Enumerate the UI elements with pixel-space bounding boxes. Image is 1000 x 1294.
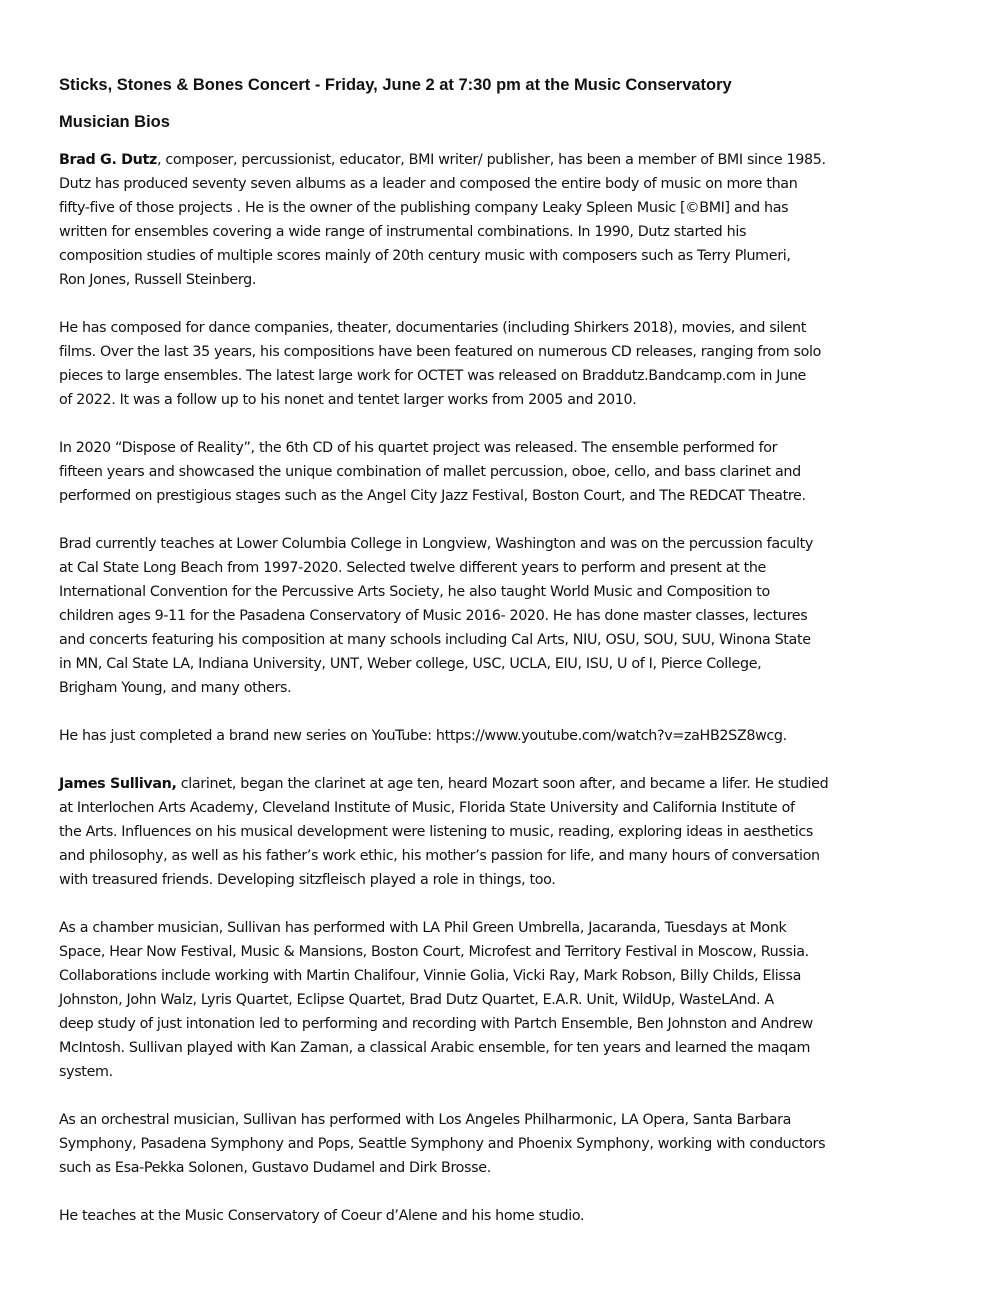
- text-line: [59, 460, 949, 484]
- text-line: [59, 868, 949, 892]
- text-line: [59, 844, 949, 868]
- text-line: [59, 1036, 949, 1060]
- text-line: [59, 580, 949, 604]
- text-line: [59, 1156, 949, 1180]
- text-line: [59, 364, 949, 388]
- text-line: [59, 340, 949, 364]
- bio-paragraph: [59, 148, 949, 292]
- line-text: Symphony, Pasadena Symphony and Pops, Seattle Symphony and Phoenix Symphony, working with conductors: [59, 1136, 826, 1152]
- line-text: composition studies of multiple scores mainly of 20th century music with composers such as Terry Plumeri,: [59, 248, 791, 264]
- bio-paragraph: [59, 316, 949, 412]
- line-text: In 2020 “Dispose of Reality”, the 6th CD of his quartet project was released. The ensemble performed for: [59, 440, 778, 456]
- line-text: deep study of just intonation led to performing and recording with Partch Ensemble, Ben Johnston and Andrew: [59, 1016, 813, 1032]
- musician-name: Brad G. Dutz: [59, 152, 157, 168]
- line-text: , composer, percussionist, educator, BMI writer/ publisher, has been a member of BMI since 1985.: [156, 152, 826, 168]
- bio-paragraph: [59, 436, 949, 508]
- line-text: Collaborations include working with Martin Chalifour, Vinnie Golia, Vicki Ray, Mark Robson, Billy Childs, Elissa: [59, 968, 802, 984]
- text-line: [59, 940, 949, 964]
- line-text: at Cal State Long Beach from 1997-2020. Selected twelve different years to perform and present at the: [59, 560, 767, 576]
- line-text: McIntosh. Sullivan played with Kan Zaman, a classical Arabic ensemble, for ten years and learned the maqam: [59, 1040, 811, 1056]
- text-line: [59, 1132, 949, 1156]
- line-text: Johnston, John Walz, Lyris Quartet, Eclipse Quartet, Brad Dutz Quartet, E.A.R. Unit, WildUp, WasteLAnd. A: [59, 992, 774, 1008]
- line-text: such as Esa-Pekka Solonen, Gustavo Dudamel and Dirk Brosse.: [59, 1160, 491, 1176]
- line-text: and philosophy, as well as his father’s work ethic, his mother’s passion for life, and many hours of conversation: [59, 848, 820, 864]
- line-text: Space, Hear Now Festival, Music & Mansions, Boston Court, Microfest and Territory Festival in Moscow, Russia.: [59, 944, 809, 960]
- line-text: at Interlochen Arts Academy, Cleveland Institute of Music, Florida State University and California Institute of: [59, 800, 795, 816]
- text-line: [59, 964, 949, 988]
- text-line: [59, 1060, 949, 1084]
- line-text: He has just completed a brand new series on YouTube: https://www.youtube.com/watch?v=zaHB2SZ8wcg.: [59, 728, 787, 744]
- line-text: of 2022. It was a follow up to his nonet and tentet larger works from 2005 and 2010.: [59, 392, 637, 408]
- line-text: written for ensembles covering a wide range of instrumental combinations. In 1990, Dutz started his: [59, 224, 747, 240]
- section-heading: Musician Bios: [59, 113, 170, 131]
- text-line: [59, 724, 949, 748]
- bio-paragraph: [59, 916, 949, 1084]
- line-text: fifteen years and showcased the unique combination of mallet percussion, oboe, cello, and bass clarinet and: [59, 464, 801, 480]
- document-title: Sticks, Stones & Bones Concert - Friday, June 2 at 7:30 pm at the Music Conservatory: [59, 76, 732, 94]
- line-text: Dutz has produced seventy seven albums as a leader and composed the entire body of music on more than: [59, 176, 798, 192]
- bio-paragraph: [59, 1108, 949, 1180]
- bio-paragraph: [59, 532, 949, 700]
- line-text: Brad currently teaches at Lower Columbia College in Longview, Washington and was on the percussion faculty: [59, 536, 813, 552]
- text-line: [59, 1204, 949, 1228]
- text-line: [59, 796, 949, 820]
- musician-name: James Sullivan,: [59, 776, 177, 792]
- text-line: [59, 988, 949, 1012]
- text-line: [59, 652, 949, 676]
- bio-paragraph: [59, 724, 949, 748]
- bio-paragraph: [59, 772, 949, 892]
- text-line: [59, 532, 949, 556]
- text-line: [59, 220, 949, 244]
- text-line: [59, 316, 949, 340]
- line-text: As a chamber musician, Sullivan has performed with LA Phil Green Umbrella, Jacaranda, Tuesdays at Monk: [59, 920, 787, 936]
- document-page: [59, 74, 949, 1252]
- line-text: Ron Jones, Russell Steinberg.: [59, 272, 257, 288]
- line-text: pieces to large ensembles. The latest large work for OCTET was released on Braddutz.Bandcamp.com in June: [59, 368, 806, 384]
- text-line: [59, 772, 949, 796]
- text-line: [59, 676, 949, 700]
- text-line: [59, 556, 949, 580]
- line-text: and concerts featuring his composition at many schools including Cal Arts, NIU, OSU, SOU, SUU, Winona State: [59, 632, 811, 648]
- line-text: He teaches at the Music Conservatory of Coeur d’Alene and his home studio.: [59, 1208, 585, 1224]
- line-text: children ages 9-11 for the Pasadena Conservatory of Music 2016- 2020. He has done master classes, lectures: [59, 608, 808, 624]
- line-text: Brigham Young, and many others.: [59, 680, 292, 696]
- text-line: [59, 388, 949, 412]
- text-line: [59, 436, 949, 460]
- text-line: [59, 244, 949, 268]
- line-text: He has composed for dance companies, theater, documentaries (including Shirkers 2018), movies, and silent: [59, 320, 806, 336]
- text-line: [59, 196, 949, 220]
- line-text: performed on prestigious stages such as the Angel City Jazz Festival, Boston Court, and The REDCAT Theatre.: [59, 488, 806, 504]
- line-text: films. Over the last 35 years, his compositions have been featured on numerous CD releases, ranging from solo: [59, 344, 821, 360]
- text-line: [59, 268, 949, 292]
- text-line: [59, 820, 949, 844]
- text-line: [59, 148, 949, 172]
- line-text: in MN, Cal State LA, Indiana University, UNT, Weber college, USC, UCLA, EIU, ISU, U of I, Pierce College,: [59, 656, 762, 672]
- text-line: [59, 604, 949, 628]
- text-line: [59, 172, 949, 196]
- line-text: with treasured friends. Developing sitzfleisch played a role in things, too.: [59, 872, 556, 888]
- text-line: [59, 916, 949, 940]
- line-text: fifty-five of those projects . He is the owner of the publishing company Leaky Spleen Music [©BMI] and has: [59, 200, 789, 216]
- line-text: As an orchestral musician, Sullivan has performed with Los Angeles Philharmonic, LA Opera, Santa Barbara: [59, 1112, 792, 1128]
- bio-paragraph: [59, 1204, 949, 1228]
- text-line: [59, 1012, 949, 1036]
- text-line: [59, 484, 949, 508]
- text-line: [59, 1108, 949, 1132]
- text-line: [59, 628, 949, 652]
- line-text: system.: [59, 1064, 113, 1080]
- line-text: International Convention for the Percussive Arts Society, he also taught World Music and Composition to: [59, 584, 770, 600]
- line-text: the Arts. Influences on his musical development were listening to music, reading, exploring ideas in aesthetics: [59, 824, 814, 840]
- document-body: [59, 148, 949, 1228]
- line-text: clarinet, began the clarinet at age ten, heard Mozart soon after, and became a lifer. He studied: [176, 776, 829, 792]
